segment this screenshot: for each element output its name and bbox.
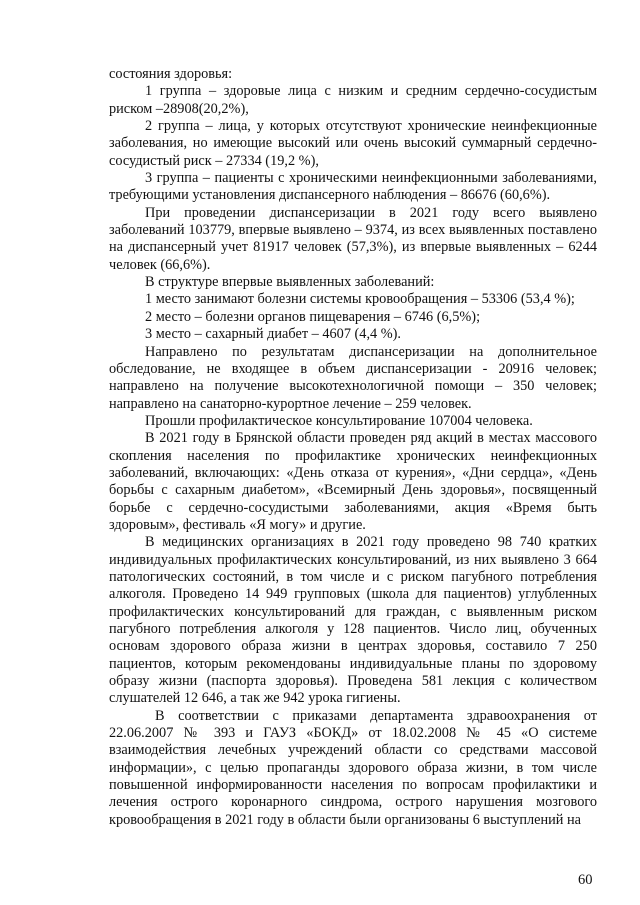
paragraph: В структуре впервые выявленных заболеваний: <box>145 274 435 291</box>
paragraph: Направлено по результатам диспансеризации на дополнительное обследование, не входящее в объем диспансеризации - 20916 человек; направлено на получение высокотехнологичной помощи – 350 человек; направлено на санаторно-курортное лечение – 259 человек. <box>109 343 597 412</box>
paragraph: В медицинских организациях в 2021 году проведено 98 740 кратких индивидуальных профилактических консультирований, из них выявлено 3 664 патологических состояний, в том числе и с риском пагубного потребления алкоголя. Проведено 14 949 групповых (школа для пациентов) углубленных профилактических консультирований для граждан, с выявленным риском пагубного потребления алкоголя у 128 пациентов. Число лиц, обученных основам здорового образа жизни в центрах здоровья, составило 7 250 пациентов, которым рекомендованы индивидуальные планы по здоровому образу жизни (паспорта здоровья). Проведена 581 лекция с количеством слушателей 12 646, а так же 942 урока гигиены. <box>109 534 597 707</box>
paragraph: 3 место – сахарный диабет – 4607 (4,4 %). <box>145 326 401 343</box>
paragraph: 1 группа – здоровые лица с низким и средним сердечно-сосудистым риском –28908(20,2%), <box>109 83 597 117</box>
document-body <box>109 66 597 829</box>
paragraph: 2 место – болезни органов пищеварения – 6746 (6,5%); <box>145 308 481 325</box>
paragraph: В 2021 году в Брянской области проведен ряд акций в местах массового скопления населения по профилактике хронических неинфекционных заболеваний, включающих: «День отказа от курения», «Дни сердца», «День борьбы с сахарным диабетом», «Всемирный День здоровья», посвященный борьбе с сердечно-сосудистыми заболеваниями, акция «Время быть здоровым», фестиваль «Я могу» и другие. <box>109 430 597 533</box>
paragraph: Прошли профилактическое консультирование 107004 человека. <box>145 412 533 429</box>
page-number: 60 <box>578 872 593 888</box>
paragraph: При проведении диспансеризации в 2021 году всего выявлено заболеваний 103779, впервые выявлено – 9374, из всех выявленных поставлено на диспансерный учет 81917 человек (57,3%), из впервые выявленных – 6244 человек (66,6%). <box>109 204 597 273</box>
paragraph: 1 место занимают болезни системы кровообращения – 53306 (53,4 %); <box>145 291 575 308</box>
paragraph: 3 группа – пациенты с хроническими неинфекционными заболеваниями, требующими установления диспансерного наблюдения – 86676 (60,6%). <box>109 170 597 204</box>
paragraph: 2 группа – лица, у которых отсутствуют хронические неинфекционные заболевания, но имеющие высокий или очень высокий суммарный сердечно-сосудистый риск – 27334 (19,2 %), <box>109 118 597 169</box>
paragraph: В соответствии с приказами департамента здравоохранения от 22.06.2007 № 393 и ГАУЗ «БОКД» от 18.02.2008 № 45 «О системе взаимодействия лечебных учреждений области со средствами массовой информации», с целью пропаганды здорового образа жизни, в том числе повышенной информированности населения по вопросам профилактики и лечения острого коронарного синдрома, острого нарушения мозгового кровообращения в 2021 году в области были организованы 6 выступлений на <box>109 707 597 828</box>
paragraph: состояния здоровья: <box>109 66 233 82</box>
